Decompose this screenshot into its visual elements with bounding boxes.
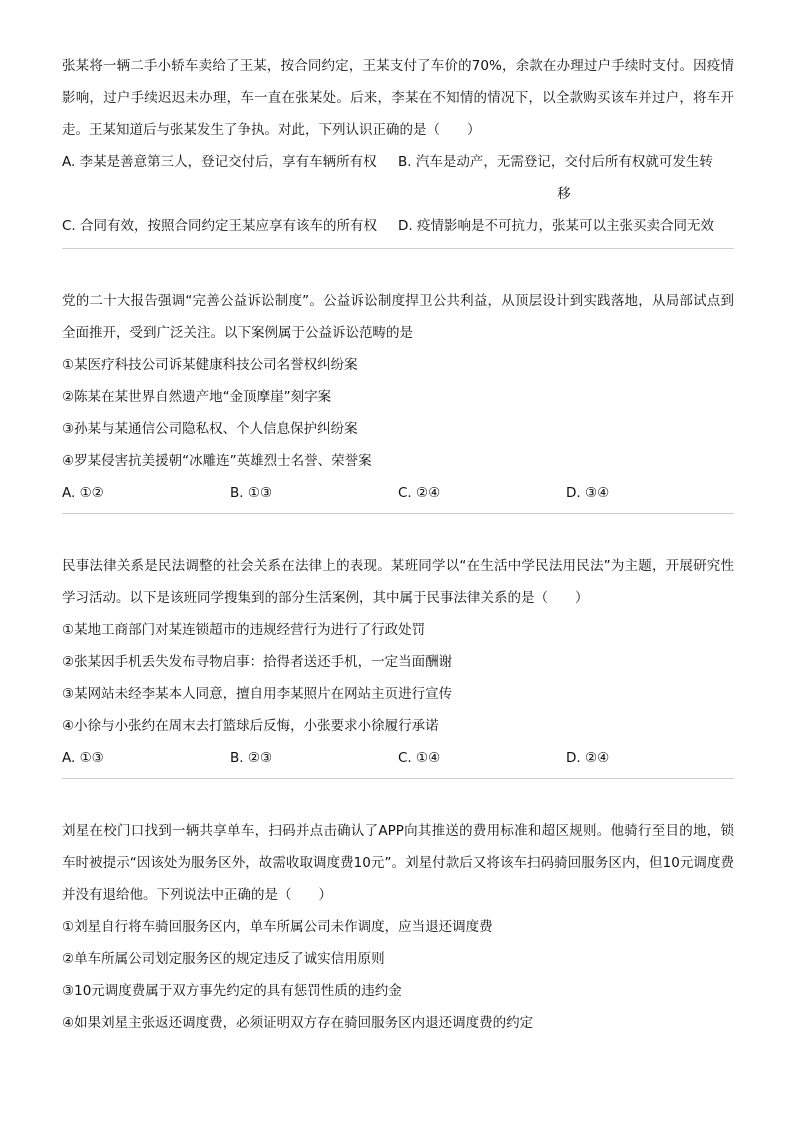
question-stem: 刘星在校门口找到一辆共享单车，扫码并点击确认了APP向其推送的费用标准和超区规则。他骑行至目的地，锁车时被提示“因该处为服务区外，故需收取调度费10元”。刘星付款后又将该车扫码骑回服务区内，但10元调度费并没有退给他。下列说法中正确的是（ ） bbox=[62, 823, 734, 903]
question-divider bbox=[62, 778, 734, 779]
option-b-text-tail: 移 bbox=[557, 186, 571, 202]
exam-page bbox=[62, 50, 734, 1039]
options-row bbox=[62, 477, 734, 509]
statement-4: ④罗某侵害抗美援朝“冰雕连”英雄烈士名誉、荣誉案 bbox=[62, 453, 372, 469]
question-4 bbox=[62, 815, 734, 1039]
option-b[interactable]: B. ②③ bbox=[230, 750, 273, 766]
statement-2: ②张某因手机丢失发布寻物启事：拾得者送还手机，一定当面酬谢 bbox=[62, 654, 453, 670]
option-b-text: B. 汽车是动产，无需登记，交付后所有权就可发生转 bbox=[398, 154, 713, 170]
statement-3: ③某网站未经李某本人同意，擅自用李某照片在网站主页进行宣传 bbox=[62, 686, 453, 702]
question-3 bbox=[62, 550, 734, 774]
options-grid bbox=[62, 146, 734, 242]
question-2 bbox=[62, 285, 734, 509]
statement-2: ②陈某在某世界自然遗产地“金顶摩崖”刻字案 bbox=[62, 389, 332, 405]
option-b[interactable]: B. ①③ bbox=[230, 485, 273, 501]
statement-4: ④如果刘星主张返还调度费，必须证明双方存在骑回服务区内退还调度费的约定 bbox=[62, 1015, 534, 1031]
option-d[interactable]: D. 疫情影响是不可抗力，张某可以主张买卖合同无效 bbox=[398, 218, 714, 234]
question-1 bbox=[62, 50, 734, 242]
option-c[interactable]: C. ②④ bbox=[398, 485, 441, 501]
statement-3: ③孙某与某通信公司隐私权、个人信息保护纠纷案 bbox=[62, 421, 358, 437]
question-divider bbox=[62, 248, 734, 249]
statement-1: ①某医疗科技公司诉某健康科技公司名誉权纠纷案 bbox=[62, 357, 358, 373]
question-stem: 张某将一辆二手小轿车卖给了王某，按合同约定，王某支付了车价的70%，余款在办理过户手续时支付。因疫情影响，过户手续迟迟未办理，车一直在张某处。后来，李某在不知情的情况下，以全款购买该车并过户，将车开走。王某知道后与张某发生了争执。对此，下列认识正确的是（ ） bbox=[62, 58, 734, 138]
option-c[interactable]: C. ①④ bbox=[398, 750, 441, 766]
option-d[interactable]: D. ③④ bbox=[566, 485, 610, 501]
statement-1: ①刘星自行将车骑回服务区内，单车所属公司未作调度，应当退还调度费 bbox=[62, 919, 493, 935]
option-a[interactable]: A. ①② bbox=[62, 485, 104, 501]
option-a[interactable]: A. ①③ bbox=[62, 750, 104, 766]
options-row bbox=[62, 742, 734, 774]
statement-1: ①某地工商部门对某连锁超市的违规经营行为进行了行政处罚 bbox=[62, 622, 426, 638]
question-divider bbox=[62, 513, 734, 514]
statement-3: ③10元调度费属于双方事先约定的具有惩罚性质的违约金 bbox=[62, 983, 402, 999]
option-b[interactable] bbox=[398, 146, 734, 210]
question-stem: 党的二十大报告强调“完善公益诉讼制度”。公益诉讼制度捍卫公共利益，从顶层设计到实践落地，从局部试点到全面推开，受到广泛关注。以下案例属于公益诉讼范畴的是 bbox=[62, 293, 734, 341]
option-c[interactable]: C. 合同有效，按照合同约定王某应享有该车的所有权 bbox=[62, 218, 378, 234]
question-stem: 民事法律关系是民法调整的社会关系在法律上的表现。某班同学以“在生活中学民法用民法”为主题，开展研究性学习活动。以下是该班同学搜集到的部分生活案例，其中属于民事法律关系的是（ ） bbox=[62, 558, 734, 606]
option-d[interactable]: D. ②④ bbox=[566, 750, 610, 766]
option-a[interactable]: A. 李某是善意第三人，登记交付后，享有车辆所有权 bbox=[62, 154, 377, 170]
statement-2: ②单车所属公司划定服务区的规定违反了诚实信用原则 bbox=[62, 951, 385, 967]
statement-4: ④小徐与小张约在周末去打篮球后反悔，小张要求小徐履行承诺 bbox=[62, 718, 439, 734]
